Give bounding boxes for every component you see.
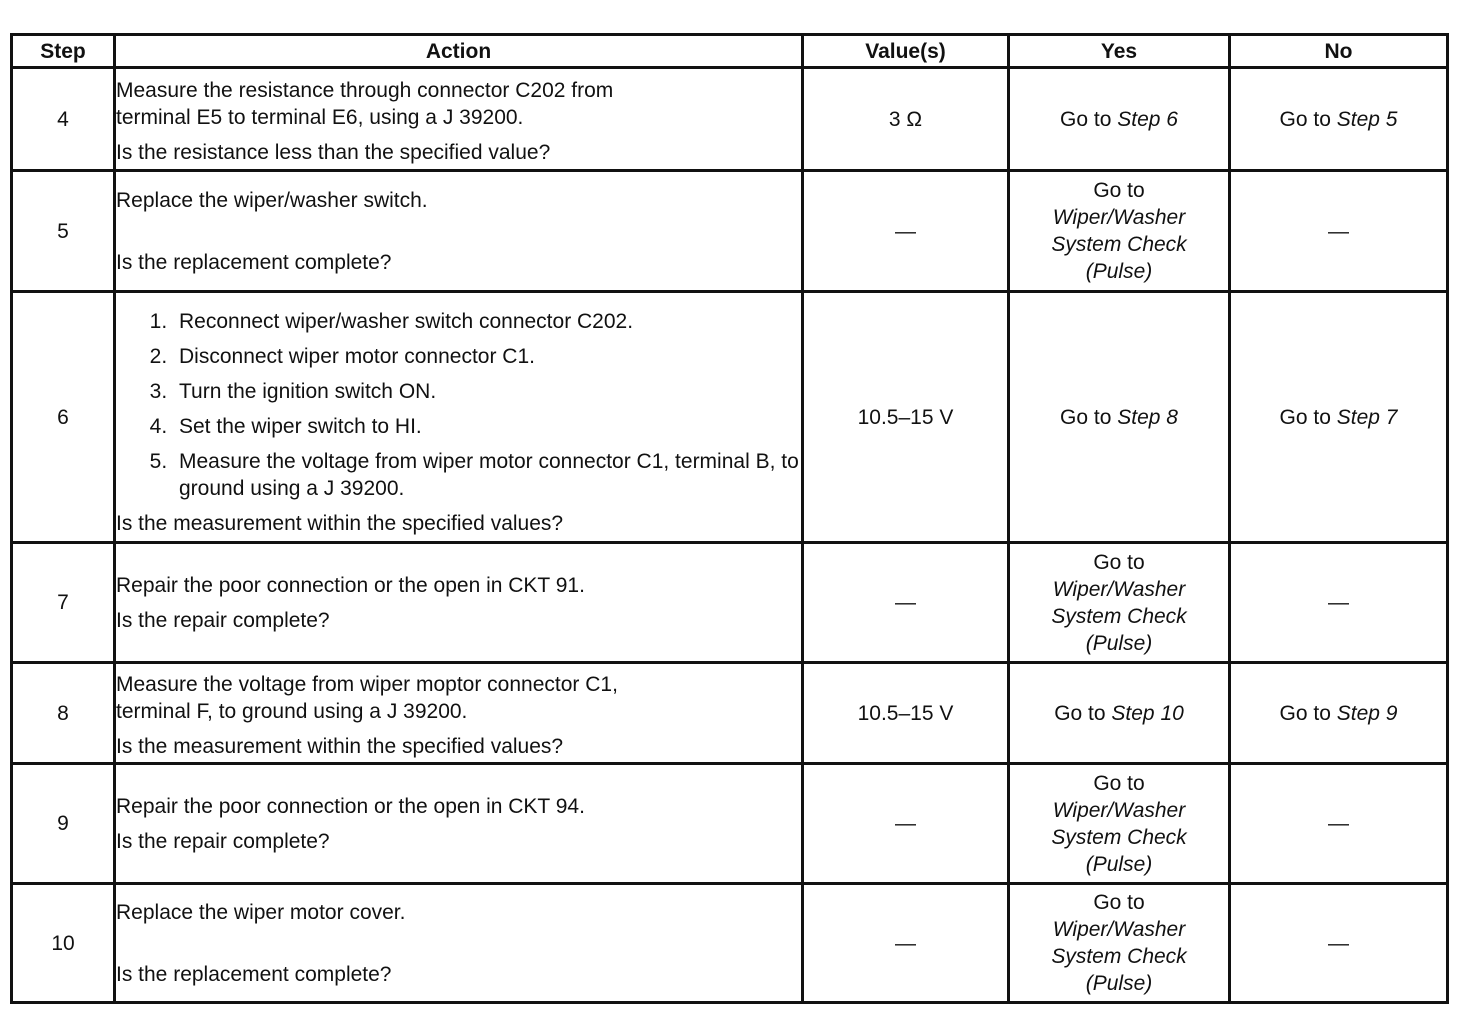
action-line: Measure the resistance through connector C202 from [116,78,614,102]
step-number: 10 [12,884,115,1003]
no-cell: — [1230,884,1448,1003]
action-question: Is the measurement within the specified values? [116,511,564,535]
no-cell: — [1230,543,1448,663]
action-cell [115,764,803,884]
action-question: Is the replacement complete? [116,962,392,986]
goto-prefix: Go to [1060,405,1112,429]
goto-system-check-link[interactable]: Wiper/Washer [1052,798,1186,822]
action-line: Repair the poor connection or the open in CKT 91. [116,573,585,597]
substep-list [116,308,801,502]
table-row [12,292,1448,543]
goto-system-check-link[interactable]: (Pulse) [1085,972,1153,995]
goto-system-check-link[interactable]: System Check [1051,604,1187,628]
yes-cell [1009,663,1230,764]
header-values: Value(s) [803,35,1009,68]
no-cell: — [1230,171,1448,292]
value-cell: 10.5–15 V [803,663,1009,764]
yes-cell [1009,292,1230,543]
goto-system-check-link[interactable]: System Check [1051,825,1187,849]
goto-step-link[interactable]: Step 5 [1336,107,1398,131]
substep-item: 3. Turn the ignition switch ON. [173,378,801,405]
step-number: 6 [12,292,115,543]
action-line: Replace the wiper/washer switch. [116,188,428,212]
goto-prefix: Go to [1279,405,1331,429]
action-cell [115,663,803,764]
action-cell [115,68,803,171]
substep-item: 2. Disconnect wiper motor connector C1. [173,343,801,370]
action-question: Is the repair complete? [116,829,330,853]
action-line: Replace the wiper motor cover. [116,900,406,924]
action-question: Is the repair complete? [116,608,330,632]
table-row [12,884,1448,1003]
goto-system-check-link[interactable]: System Check [1051,233,1187,256]
action-question: Is the replacement complete? [116,250,392,274]
action-question: Is the resistance less than the specified value? [116,140,551,164]
goto-system-check-link[interactable]: Wiper/Washer [1052,577,1186,601]
action-cell [115,171,803,292]
value-cell: 3 Ω [803,68,1009,171]
header-action: Action [115,35,803,68]
no-cell [1230,292,1448,543]
no-cell: — [1230,764,1448,884]
goto-system-check-link[interactable]: (Pulse) [1085,260,1153,283]
step-number: 8 [12,663,115,764]
no-cell [1230,663,1448,764]
action-cell [115,292,803,543]
goto-system-check-link[interactable]: (Pulse) [1085,852,1153,876]
value-cell: — [803,543,1009,663]
goto-step-link[interactable]: Step 10 [1111,701,1184,725]
goto-prefix: Go to [1093,771,1145,795]
goto-step-link[interactable]: Step 8 [1117,405,1178,429]
goto-step-link[interactable]: Step 7 [1336,405,1398,429]
table-row [12,663,1448,764]
yes-cell [1009,543,1230,663]
value-cell: — [803,884,1009,1003]
step-number: 4 [12,68,115,171]
goto-system-check-link[interactable]: System Check [1051,945,1187,968]
header-yes: Yes [1009,35,1230,68]
goto-prefix: Go to [1279,701,1331,725]
action-line: Measure the voltage from wiper moptor connector C1, [116,672,618,696]
goto-prefix: Go to [1093,179,1145,202]
table-row [12,764,1448,884]
goto-prefix: Go to [1060,107,1112,131]
table-row [12,68,1448,171]
value-cell: — [803,171,1009,292]
goto-prefix: Go to [1054,701,1106,725]
header-step: Step [12,35,115,68]
goto-step-link[interactable]: Step 9 [1336,701,1398,725]
step-number: 5 [12,171,115,292]
substep-item: 4. Set the wiper switch to HI. [173,413,801,440]
table-row [12,171,1448,292]
header-row [12,35,1448,68]
goto-prefix: Go to [1279,107,1331,131]
header-no: No [1230,35,1448,68]
substep-item: 1. Reconnect wiper/washer switch connector C202. [173,308,801,335]
step-number: 7 [12,543,115,663]
goto-system-check-link[interactable]: Wiper/Washer [1052,206,1186,229]
action-question: Is the measurement within the specified values? [116,734,564,758]
goto-system-check-link[interactable]: (Pulse) [1085,631,1153,655]
goto-prefix: Go to [1093,550,1145,574]
no-cell [1230,68,1448,171]
yes-cell [1009,68,1230,171]
yes-cell [1009,764,1230,884]
table-row [12,543,1448,663]
goto-step-link[interactable]: Step 6 [1117,107,1178,131]
action-cell [115,884,803,1003]
value-cell: — [803,764,1009,884]
goto-prefix: Go to [1093,891,1145,914]
action-line: terminal E5 to terminal E6, using a J 39200. [116,105,524,129]
yes-cell [1009,171,1230,292]
step-number: 9 [12,764,115,884]
diagnostic-table [10,33,1449,1004]
action-cell [115,543,803,663]
goto-system-check-link[interactable]: Wiper/Washer [1052,918,1186,941]
substep-item: 5. Measure the voltage from wiper motor connector C1, terminal B, to ground using a J 39200. [173,448,801,502]
value-cell: 10.5–15 V [803,292,1009,543]
action-line: terminal F, to ground using a J 39200. [116,699,468,723]
action-line: Repair the poor connection or the open in CKT 94. [116,794,585,818]
yes-cell [1009,884,1230,1003]
